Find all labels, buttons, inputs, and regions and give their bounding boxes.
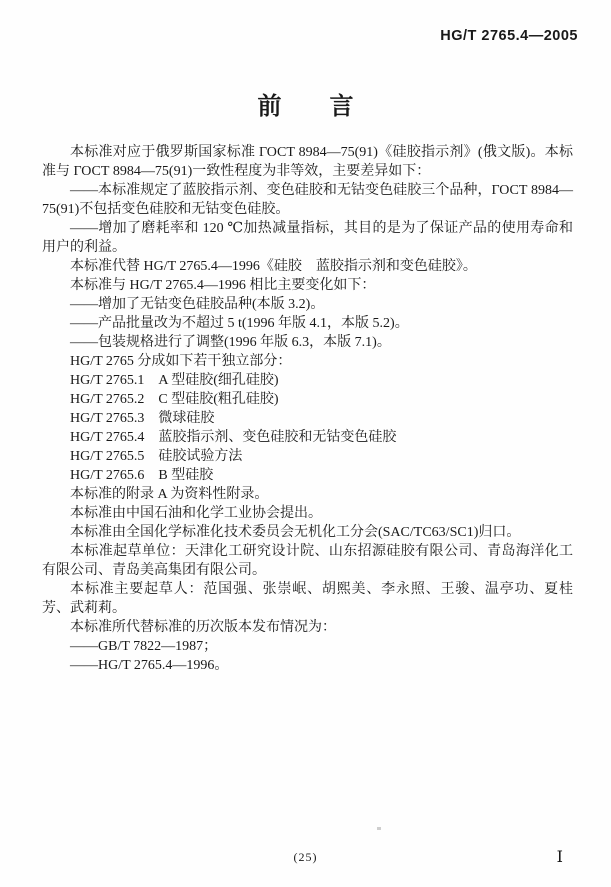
paragraph: 本标准所代替标准的历次版本发布情况为： <box>70 620 336 635</box>
paragraph: 本标准由全国化学标准化技术委员会无机化工分会(SAC/TC63/SC1)归口。 <box>70 525 521 540</box>
doc-number: HG/T 2765.4—2005 <box>440 28 578 44</box>
scan-artifact-speck <box>377 827 381 830</box>
paragraph: 本标准主要起草人：范国强、张崇岷、胡熙美、李永照、王骏、温亭功、夏桂芳、武莉莉。 <box>42 582 573 616</box>
page-number: (25) <box>293 850 318 864</box>
sheet-number: Ⅰ <box>556 849 563 866</box>
paragraph: ——GB/T 7822—1987； <box>70 639 218 654</box>
paragraph-list-item: HG/T 2765.6 B 型硅胶 <box>70 468 214 483</box>
paragraph: 本标准的附录 A 为资料性附录。 <box>70 487 269 502</box>
paragraph: 本标准与 HG/T 2765.4—1996 相比主要变化如下： <box>70 278 376 293</box>
paragraph: ——本标准规定了蓝胶指示剂、变色硅胶和无钴变色硅胶三个品种，ГОСТ 8984—75(91)不包括变色硅胶和无钴变色硅胶。 <box>42 183 573 217</box>
paragraph: ——产品批量改为不超过 5 t(1996 年版 4.1，本版 5.2)。 <box>70 316 409 331</box>
paragraph: ——HG/T 2765.4—1996。 <box>70 658 229 673</box>
foreword-body <box>42 143 573 675</box>
paragraph-list-item: HG/T 2765.2 C 型硅胶(粗孔硅胶) <box>70 392 279 407</box>
paragraph: ——包装规格进行了调整(1996 年版 6.3，本版 7.1)。 <box>70 335 391 350</box>
paragraph-list-item: HG/T 2765.3 微球硅胶 <box>70 411 215 426</box>
paragraph: 本标准代替 HG/T 2765.4—1996《硅胶 蓝胶指示剂和变色硅胶》。 <box>70 259 477 274</box>
paragraph: 本标准起草单位：天津化工研究设计院、山东招源硅胶有限公司、青岛海洋化工有限公司、青岛美高集团有限公司。 <box>42 544 573 578</box>
paragraph-list-item: HG/T 2765.4 蓝胶指示剂、变色硅胶和无钴变色硅胶 <box>70 430 397 445</box>
paragraph: ——增加了无钴变色硅胶品种(本版 3.2)。 <box>70 297 325 312</box>
page-title: 前 言 <box>257 94 354 120</box>
paragraph-list-item: HG/T 2765.5 硅胶试验方法 <box>70 449 243 464</box>
paragraph: HG/T 2765 分成如下若干独立部分： <box>70 354 292 369</box>
paragraph: ——增加了磨耗率和 120 ℃加热减量指标，其目的是为了保证产品的使用寿命和用户的利益。 <box>42 221 573 255</box>
paragraph-list-item: HG/T 2765.1 A 型硅胶(细孔硅胶) <box>70 373 279 388</box>
paragraph: 本标准对应于俄罗斯国家标准 ГОСТ 8984—75(91)《硅胶指示剂》(俄文版)。本标准与 ГОСТ 8984—75(91)一致性程度为非等效，主要差异如下： <box>42 145 573 179</box>
paragraph: 本标准由中国石油和化学工业协会提出。 <box>70 506 322 521</box>
